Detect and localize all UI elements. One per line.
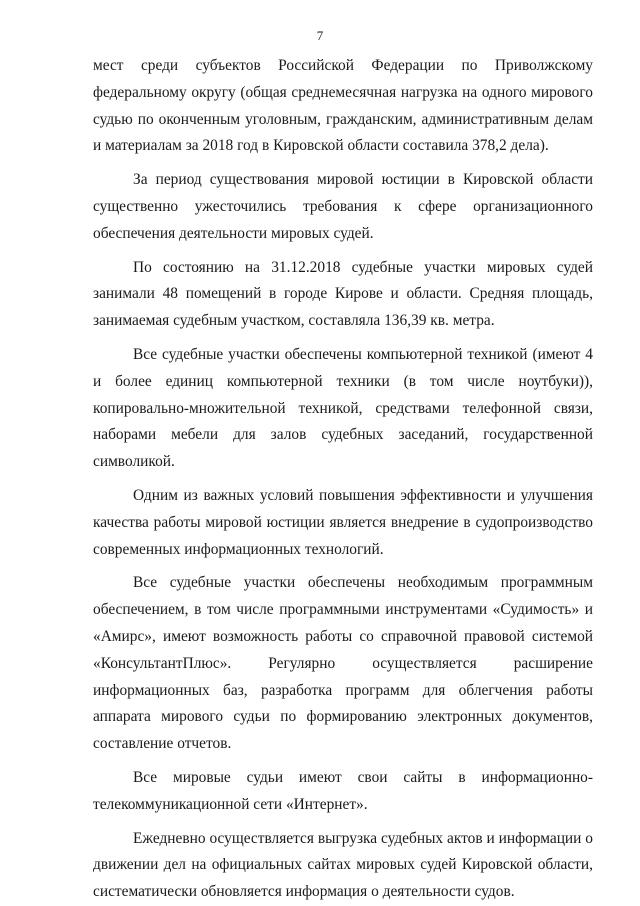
paragraph-equipment: Все судебные участки обеспечены компьютерной техникой (имеют 4 и более единиц компьютерной техники (в том числе ноутбуки)), копировально-множительной техникой, средствами телефонной связи, наборами мебели для залов судебных заседаний, государственной символикой.	[93, 345, 593, 471]
paragraph-daily-upload: Ежедневно осуществляется выгрузка судебных актов и информации о движении дел на официальных сайтах мировых судей Кировской области, систематически обновляется информация о деятельности судов.	[93, 829, 593, 901]
paragraph-continuation: мест среди субъектов Российской Федерации по Приволжскому федеральному округу (общая среднемесячная нагрузка на одного мирового судью по оконченным уголовным, гражданским, административным делам и материалам за 2018 год в Кировской области составила 378,2 дела).	[93, 57, 593, 155]
paragraph-software: Все судебные участки обеспечены необходимым программным обеспечением, в том числе программными инструментами «Судимость» и «Амирс», имеют возможность работы со справочной правовой системой «КонсультантПлюс». Регулярно осуществляется расширение информационных баз, разработка программ для облегчения работы аппарата мирового судьи по формированию электронных документов, составление отчетов.	[93, 574, 593, 753]
paragraph-websites: Все мировые судьи имеют свои сайты в информационно-телекоммуникационной сети «Интернет».	[93, 768, 593, 813]
paragraph-it-importance: Одним из важных условий повышения эффективности и улучшения качества работы мировой юстиции является внедрение в судопроизводство современных информационных технологий.	[93, 486, 593, 558]
document-body	[93, 53, 593, 906]
paragraph-requirements: За период существования мировой юстиции в Кировской области существенно ужесточились требования к сфере организационного обеспечения деятельности мировых судей.	[93, 171, 593, 242]
page-number: 7	[316, 28, 324, 43]
paragraph-premises: По состоянию на 31.12.2018 судебные участки мировых судей занимали 48 помещений в городе Кирове и области. Средняя площадь, занимаемая судебным участком, составляла 136,39 кв. метра.	[93, 258, 593, 330]
